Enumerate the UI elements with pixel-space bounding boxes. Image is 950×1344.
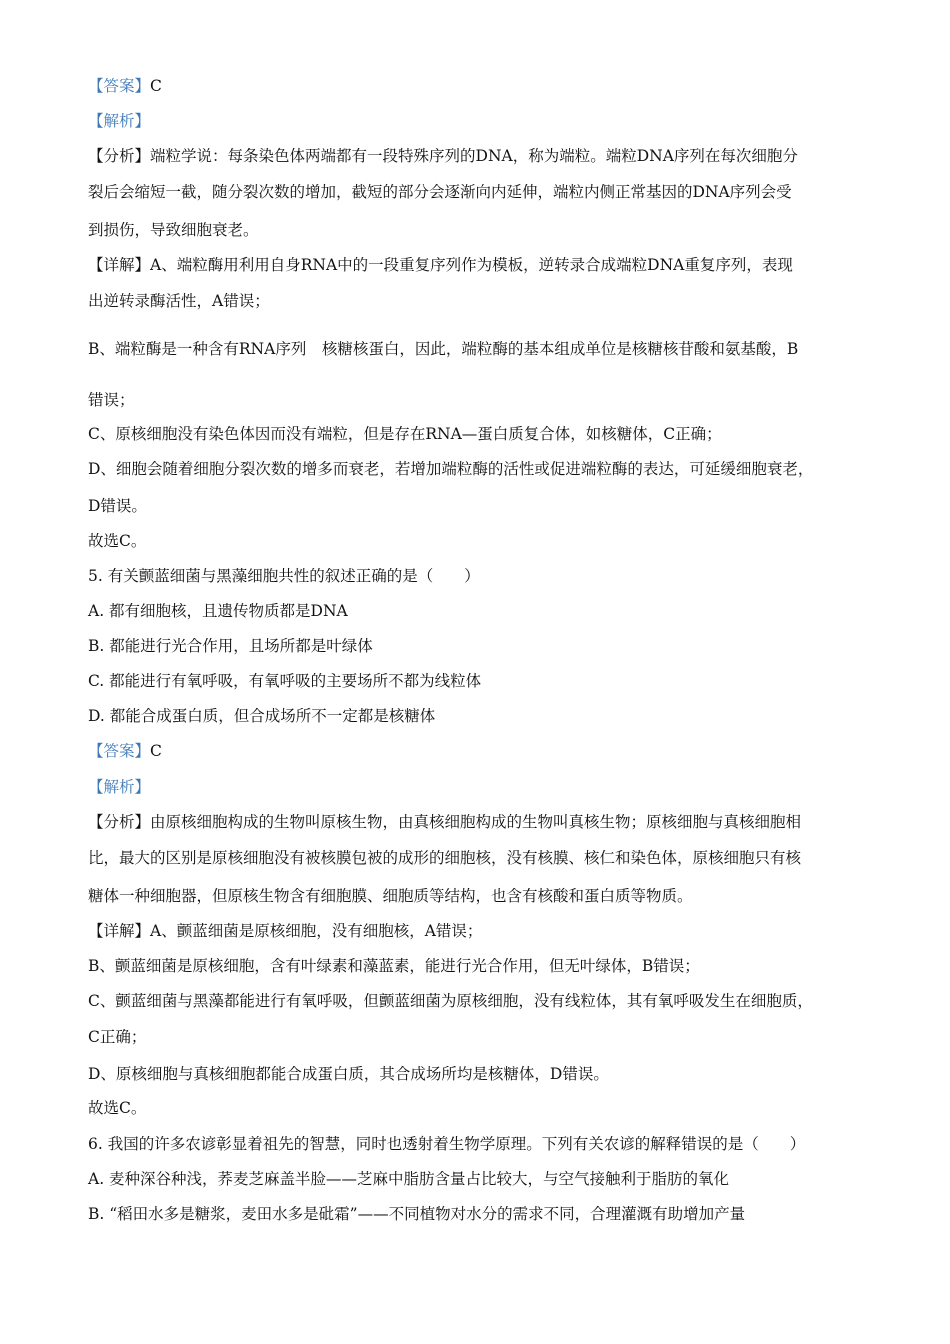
text-line [88, 671, 481, 691]
text-line [88, 76, 162, 96]
text-line [88, 291, 270, 311]
line-text: C. 都能进行有氧呼吸，有氧呼吸的主要场所不都为线粒体 [88, 672, 482, 690]
line-text: A、颤蓝细菌是原核细胞，没有细胞核，A错误； [150, 922, 483, 940]
line-text: C、原核细胞没有染色体因而没有端粒，但是存在RNA—蛋白质复合体，如核糖体，C正确； [88, 425, 722, 443]
text-line [88, 111, 150, 131]
line-text: C [150, 77, 162, 95]
line-text: D. 都能合成蛋白质，但合成场所不一定都是核糖体 [88, 707, 436, 725]
line-text: 端粒学说：每条染色体两端都有一段特殊序列的DNA，称为端粒。端粒DNA序列在每次细胞分 [150, 147, 798, 165]
text-line [88, 812, 801, 832]
text-line [88, 1064, 609, 1084]
text-line [88, 741, 162, 761]
text-line [88, 601, 348, 621]
line-text: 裂后会缩短一截，随分裂次数的增加，截短的部分会逐渐向内延伸，端粒内侧正常基因的DNA序列会受 [88, 183, 792, 201]
text-line [88, 956, 700, 976]
text-line [88, 1134, 805, 1154]
line-text: 故选C。 [88, 1099, 147, 1117]
line-text: D错误。 [88, 497, 147, 515]
line-text: A. 都有细胞核，且遗传物质都是DNA [88, 602, 348, 620]
section-tag: 【分析】 [88, 147, 151, 165]
line-text: C [150, 742, 162, 760]
text-line [88, 182, 792, 202]
text-line [88, 921, 482, 941]
text-line [88, 1204, 745, 1224]
line-text: 比，最大的区别是原核细胞没有被核膜包被的成形的细胞核，没有核膜、核仁和染色体，原核细胞只有核 [88, 849, 802, 867]
section-tag: 【分析】 [88, 813, 151, 831]
line-text: 到损伤，导致细胞衰老。 [88, 221, 259, 239]
text-line [88, 146, 798, 166]
text-line [88, 886, 693, 906]
text-line [88, 566, 480, 586]
section-tag: 【详解】 [88, 922, 151, 940]
text-line [88, 1098, 146, 1118]
text-line [88, 777, 150, 797]
line-text: A. 麦种深谷种浅，荞麦芝麻盖半脸——芝麻中脂肪含量占比较大，与空气接触利于脂肪的氧化 [88, 1170, 730, 1188]
text-line [88, 531, 146, 551]
line-text: 故选C。 [88, 532, 147, 550]
line-text: 出逆转录酶活性，A错误； [88, 292, 270, 310]
line-text: D、原核细胞与真核细胞都能合成蛋白质，其合成场所均是核糖体，D错误。 [88, 1065, 609, 1083]
line-text: B、端粒酶是一种含有RNA序列 核糖核蛋白，因此，端粒酶的基本组成单位是核糖核苷酸和氨基酸，B [88, 340, 799, 358]
section-tag: 【详解】 [88, 256, 151, 274]
text-line [88, 1027, 146, 1047]
line-text: 5. 有关颤蓝细菌与黑藻细胞共性的叙述正确的是（ ） [88, 567, 480, 585]
text-line [88, 991, 813, 1011]
line-text: D、细胞会随着细胞分裂次数的增多而衰老，若增加端粒酶的活性或促进端粒酶的表达，可延缓细胞衰老， [88, 460, 814, 478]
text-line [88, 220, 259, 240]
text-line [88, 424, 722, 444]
section-tag: 【解析】 [88, 778, 151, 796]
text-line [88, 706, 435, 726]
line-text: 错误； [88, 391, 135, 409]
line-text: 由原核细胞构成的生物叫原核生物，由真核细胞构成的生物叫真核生物；原核细胞与真核细胞相 [150, 813, 802, 831]
line-text: B. 都能进行光合作用，且场所都是叶绿体 [88, 637, 373, 655]
text-line [88, 496, 147, 516]
line-text: 糖体一种细胞器，但原核生物含有细胞膜、细胞质等结构，也含有核酸和蛋白质等物质。 [88, 887, 693, 905]
line-text: B. “稻田水多是糖浆，麦田水多是砒霜”——不同植物对水分的需求不同，合理灌溉有助增加产量 [88, 1205, 746, 1223]
line-text: C正确； [88, 1028, 147, 1046]
text-line [88, 339, 798, 359]
text-line [88, 1169, 729, 1189]
line-text: C、颤蓝细菌与黑藻都能进行有氧呼吸，但颤蓝细菌为原核细胞，没有线粒体，其有氧呼吸发生在细胞质， [88, 992, 813, 1010]
line-text: 6. 我国的许多农谚彰显着祖先的智慧，同时也透射着生物学原理。下列有关农谚的解释错误的是（ ） [88, 1135, 806, 1153]
line-text: B、颤蓝细菌是原核细胞，含有叶绿素和藻蓝素，能进行光合作用，但无叶绿体，B错误； [88, 957, 700, 975]
section-tag: 【答案】 [88, 742, 151, 760]
text-line [88, 255, 793, 275]
section-tag: 【答案】 [88, 77, 151, 95]
section-tag: 【解析】 [88, 112, 151, 130]
text-line [88, 390, 135, 410]
text-line [88, 636, 373, 656]
line-text: A、端粒酶用利用自身RNA中的一段重复序列作为模板，逆转录合成端粒DNA重复序列，表现 [150, 256, 793, 274]
text-line [88, 459, 813, 479]
text-line [88, 848, 801, 868]
